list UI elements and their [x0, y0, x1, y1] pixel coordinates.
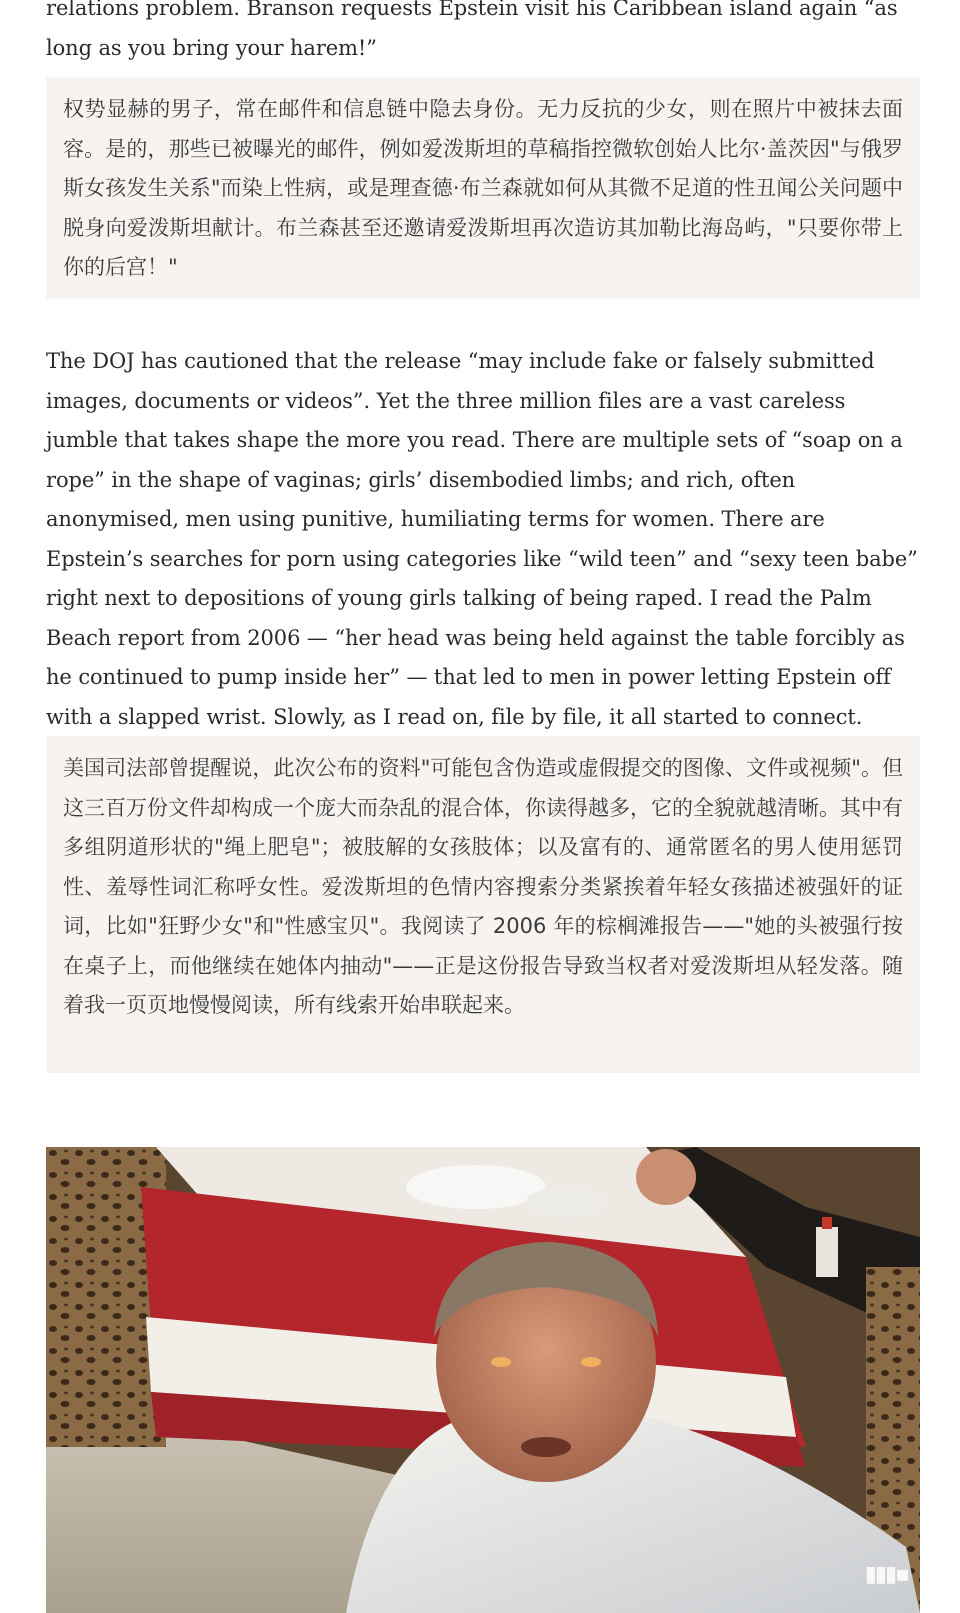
intro-line-1: relations problem. Branson requests Epstein visit his Caribbean island again “as: [46, 0, 898, 20]
intro-line-2: long as you bring your harem!”: [46, 35, 377, 60]
translation-text-2: 美国司法部曾提醒说，此次公布的资料"可能包含伪造或虚假提交的图像、文件或视频"。但这三百万份文件却构成一个庞大而杂乱的混合体，你读得越多，它的全貌就越清晰。其中有多组阴道形状的"绳上肥皂"；被肢解的女孩肢体；以及富有的、通常匿名的男人使用惩罚性、羞辱性词汇称呼女性。爱泼斯坦的色情内容搜索分类紧挨着年轻女孩描述被强奸的证词，比如"狂野少女"和"性感宝贝"。我阅读了 2006 年的棕榈滩报告——"她的头被强行按在桌子上，而他继续在她体内抽动"——正是这份报告导致当权者对爱泼斯坦从轻发落。随着我一页页地慢慢阅读，所有线索开始串联起来。: [63, 756, 903, 1017]
article-paragraph-2: [46, 342, 920, 737]
translation-box-2: [46, 736, 920, 1073]
intro-paragraph-tail: [46, 0, 920, 68]
photo-illustration: [46, 1147, 920, 1613]
watermark-icon: ▮▮▮▪: [864, 1562, 908, 1587]
article-photo: [46, 1147, 920, 1613]
paragraph-2-text: The DOJ has cautioned that the release “may include fake or falsely submitted images, documents or videos”. Yet the three million files are a vast careless jumble that takes shape the more you read. There are multiple sets of “soap on a rope” in the shape of vaginas; girls’ disembodied limbs; and rich, often anonymised, men using punitive, humiliating terms for women. There are Epstein’s searches for porn using categories like “wild teen” and “sexy teen babe” right next to depositions of young girls talking of being raped. I read the Palm Beach report from 2006 — “her head was being held against the table forcibly as he continued to pump inside her” — that led to men in power letting Epstein off with a slapped wrist. Slowly, as I read on, file by file, it all started to connect.: [46, 349, 918, 729]
translation-box-1: [46, 77, 920, 299]
translation-text-1: 权势显赫的男子，常在邮件和信息链中隐去身份。无力反抗的少女，则在照片中被抹去面容。是的，那些已被曝光的邮件，例如爱泼斯坦的草稿指控微软创始人比尔·盖茨因"与俄罗斯女孩发生关系"而染上性病，或是理查德·布兰森就如何从其微不足道的性丑闻公关问题中脱身向爱泼斯坦献计。布兰森甚至还邀请爱泼斯坦再次造访其加勒比海岛屿，"只要你带上你的后宫！": [63, 97, 903, 279]
